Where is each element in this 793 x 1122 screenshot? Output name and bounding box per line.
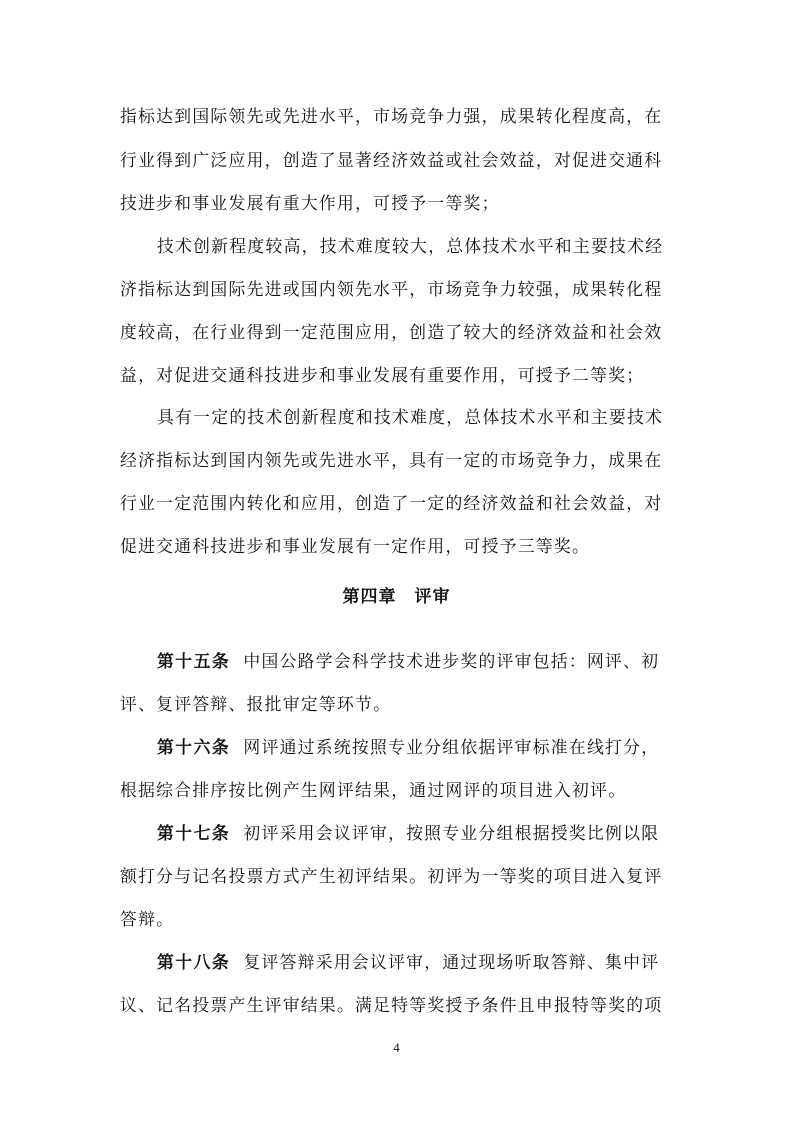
article-first-line	[157, 737, 680, 757]
article-label: 第十七条	[157, 823, 231, 843]
paragraph-line: 技进步和事业发展有重大作用，可授予一等奖；	[120, 193, 500, 213]
paragraph-line: 评、复评答辩、报批审定等环节。	[120, 694, 392, 714]
paragraph-line: 益，对促进交通科技进步和事业发展有重要作用，可授予二等奖；	[120, 365, 645, 385]
paragraph-line: 促进交通科技进步和事业发展有一定作用，可授予三等奖。	[120, 536, 591, 556]
paragraph-line: 根据综合排序按比例产生网评结果，通过网评的项目进入初评。	[120, 780, 627, 800]
paragraph-line: 议、记名投票产生评审结果。满足特等奖授予条件且申报特等奖的项	[120, 995, 663, 1015]
paragraph-line: 额打分与记名投票方式产生初评结果。初评为一等奖的项目进入复评	[120, 866, 663, 886]
article-text: 中国公路学会科学技术进步奖的评审包括：网评、初	[243, 651, 660, 671]
paragraph-line: 具有一定的技术创新程度和技术难度，总体技术水平和主要技术	[157, 407, 664, 427]
paragraph-line: 答辩。	[120, 909, 175, 929]
paragraph-line: 行业得到广泛应用，创造了显著经济效益或社会效益，对促进交通科	[120, 150, 663, 170]
page-number: 4	[393, 1040, 400, 1055]
article-text: 复评答辩采用会议评审，通过现场听取答辩、集中评	[243, 952, 660, 972]
article-first-line	[157, 823, 680, 843]
article-label: 第十六条	[157, 737, 231, 757]
paragraph-line: 技术创新程度较高，技术难度较大，总体技术水平和主要技术经	[157, 236, 664, 256]
paragraph-line: 经济指标达到国内领先或先进水平，具有一定的市场竞争力，成果在	[120, 450, 663, 470]
chapter-heading: 第四章 评审	[342, 587, 451, 607]
paragraph-line: 行业一定范围内转化和应用，创造了一定的经济效益和社会效益，对	[120, 493, 663, 513]
article-text: 初评采用会议评审，按照专业分组根据授奖比例以限	[243, 823, 660, 843]
article-first-line	[157, 651, 680, 671]
article-label: 第十五条	[157, 651, 231, 671]
article-first-line	[157, 952, 680, 972]
paragraph-line: 度较高，在行业得到一定范围应用，创造了较大的经济效益和社会效	[120, 322, 663, 342]
paragraph-line: 济指标达到国际先进或国内领先水平，市场竞争力较强，成果转化程	[120, 279, 663, 299]
article-text: 网评通过系统按照专业分组依据评审标准在线打分，	[243, 737, 660, 757]
article-label: 第十八条	[157, 952, 231, 972]
paragraph-line: 指标达到国际领先或先进水平，市场竞争力强，成果转化程度高，在	[120, 106, 663, 126]
